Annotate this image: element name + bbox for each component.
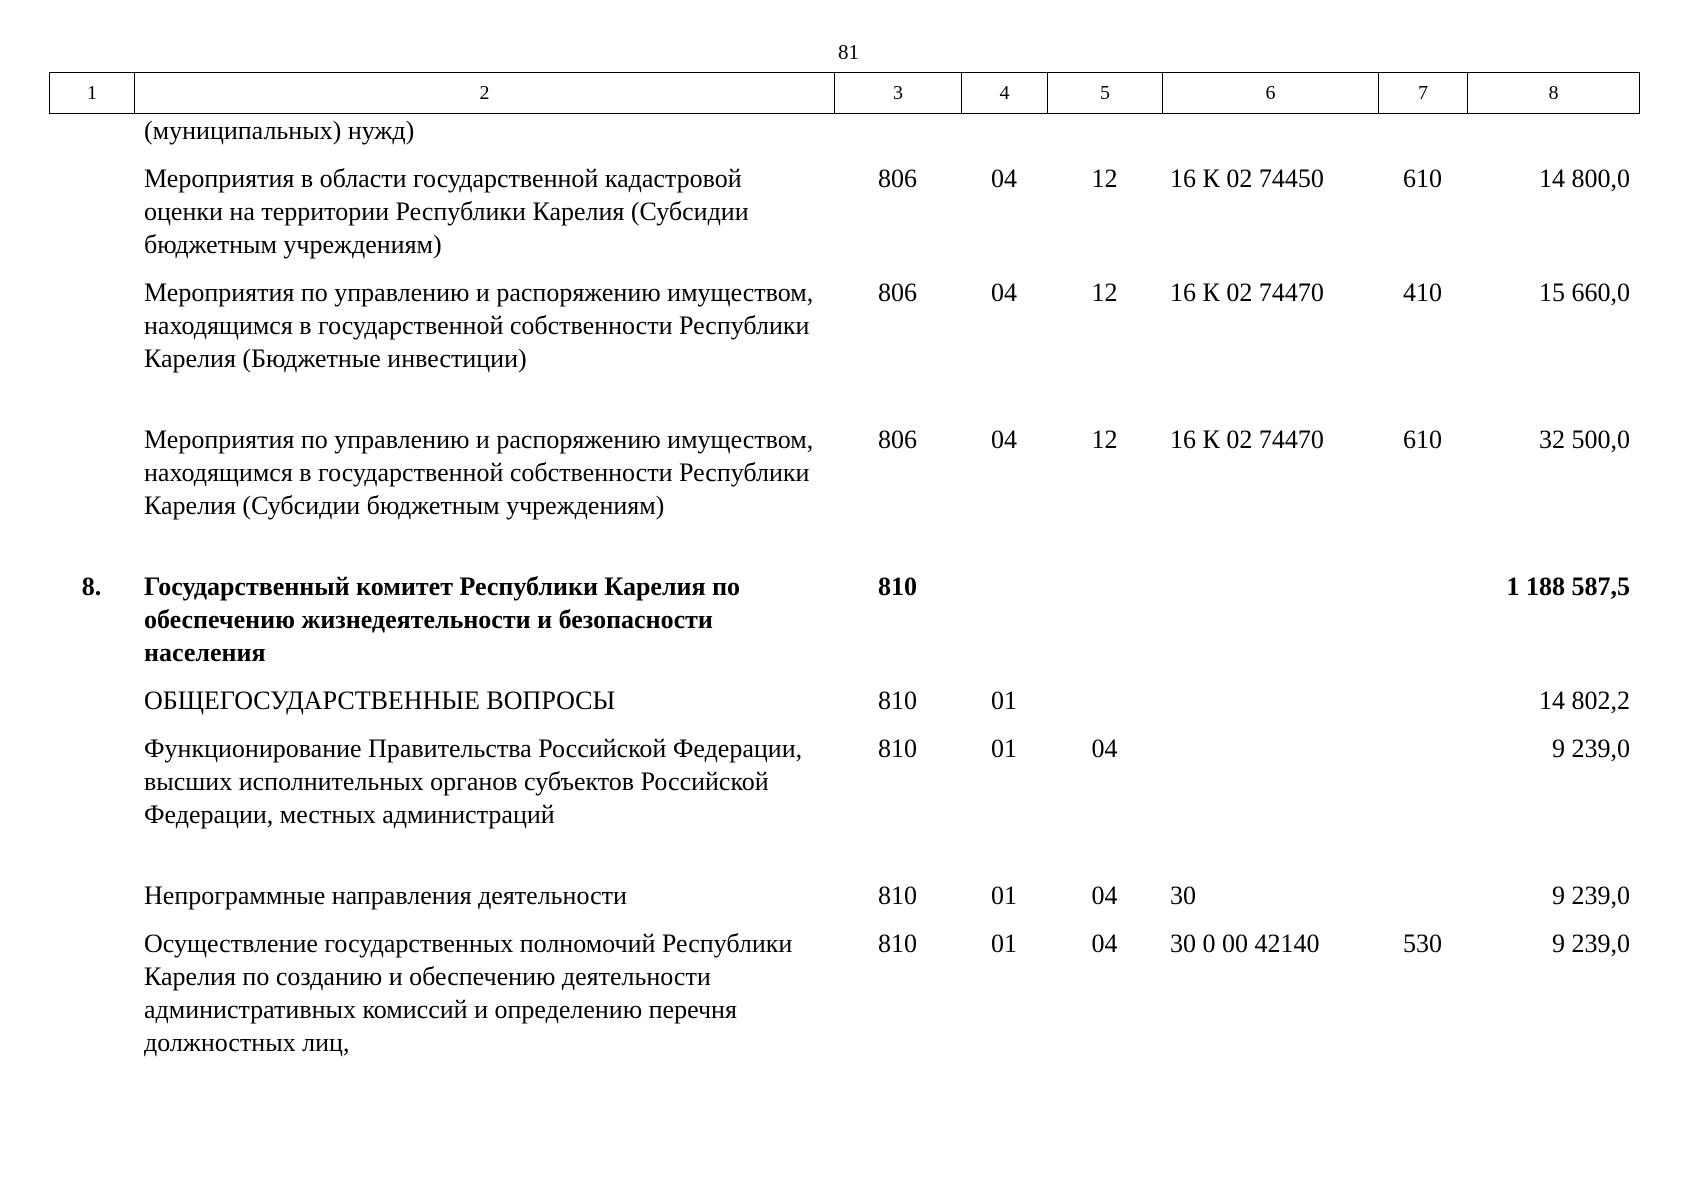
section-code: 04 (991, 278, 1017, 307)
section-code: 04 (991, 164, 1017, 193)
column-header-1: 1 (50, 73, 135, 114)
table-row (49, 276, 1639, 423)
column-header-3: 3 (835, 73, 962, 114)
subsection-code: 12 (1091, 425, 1118, 454)
subsection-code: 12 (1091, 278, 1118, 307)
row-name: Мероприятия в области государственной кадастровой оценки на территории Республики Карелия (Субсидии бюджетным учреждениям) (144, 164, 749, 259)
amount: 14 802,2 (1539, 686, 1630, 715)
ministry-code: 810 (878, 686, 917, 715)
column-header-6: 6 (1163, 73, 1379, 114)
page-number: 81 (838, 40, 859, 64)
amount: 9 239,0 (1552, 929, 1630, 958)
column-header-row (50, 73, 1640, 114)
table-row (49, 879, 1639, 927)
table-row (49, 114, 1639, 162)
row-name: Государственный комитет Республики Карелия по обеспечению жизнедеятельности и безопасности населения (144, 572, 741, 667)
expense-type-code: 410 (1403, 278, 1442, 307)
row-number: 8. (81, 572, 102, 601)
section-code: 01 (991, 929, 1017, 958)
table-row (49, 423, 1639, 570)
table-row (49, 927, 1639, 1074)
amount: 15 660,0 (1539, 278, 1630, 307)
target-article-code: 30 (1170, 881, 1196, 910)
ministry-code: 806 (878, 425, 917, 454)
target-article-code: 16 К 02 74450 (1170, 164, 1324, 193)
ministry-code: 806 (878, 278, 917, 307)
ministry-code: 806 (878, 164, 917, 193)
table-row (49, 570, 1639, 684)
amount: 32 500,0 (1539, 425, 1630, 454)
row-name: Мероприятия по управлению и распоряжению имуществом, находящимся в государственной собственности Республики Карелия (Бюджетные инвестиции) (144, 278, 814, 373)
section-code: 04 (991, 425, 1017, 454)
table-row (49, 162, 1639, 276)
subsection-code: 04 (1091, 734, 1118, 763)
subsection-code: 12 (1091, 164, 1118, 193)
target-article-code: 30 0 00 42140 (1170, 929, 1320, 958)
amount: 9 239,0 (1552, 881, 1630, 910)
row-name: Осуществление государственных полномочий Республики Карелия по созданию и обеспечению деятельности административных комиссий и определению перечня должностных лиц, (144, 929, 793, 1057)
row-name: (муниципальных) нужд) (144, 116, 415, 145)
section-code: 01 (991, 686, 1017, 715)
table-row (49, 732, 1639, 879)
ministry-code: 810 (878, 881, 917, 910)
ministry-code: 810 (878, 734, 917, 763)
column-header-4: 4 (962, 73, 1048, 114)
table-row (49, 684, 1639, 732)
amount: 9 239,0 (1552, 734, 1630, 763)
ministry-code: 810 (878, 929, 917, 958)
column-header-2: 2 (135, 73, 835, 114)
section-code: 01 (991, 881, 1017, 910)
ministry-code: 810 (878, 572, 917, 601)
table-body (49, 114, 1639, 1074)
amount: 1 188 587,5 (1506, 572, 1630, 601)
subsection-code: 04 (1091, 929, 1118, 958)
row-name: Мероприятия по управлению и распоряжению имуществом, находящимся в государственной собственности Республики Карелия (Субсидии бюджетным учреждениям) (144, 425, 814, 520)
expense-type-code: 610 (1403, 164, 1442, 193)
row-name: Непрограммные направления деятельности (144, 881, 627, 910)
subsection-code: 04 (1091, 881, 1118, 910)
column-header-7: 7 (1379, 73, 1468, 114)
target-article-code: 16 К 02 74470 (1170, 425, 1324, 454)
expense-type-code: 530 (1403, 929, 1442, 958)
target-article-code: 16 К 02 74470 (1170, 278, 1324, 307)
row-name: ОБЩЕГОСУДАРСТВЕННЫЕ ВОПРОСЫ (144, 686, 616, 715)
column-header-8: 8 (1468, 73, 1640, 114)
column-header-table (49, 72, 1640, 114)
expense-type-code: 610 (1403, 425, 1442, 454)
row-name: Функционирование Правительства Российской Федерации, высших исполнительных органов субъектов Российской Федерации, местных администраций (144, 734, 803, 829)
column-header-5: 5 (1048, 73, 1163, 114)
section-code: 01 (991, 734, 1017, 763)
amount: 14 800,0 (1539, 164, 1630, 193)
